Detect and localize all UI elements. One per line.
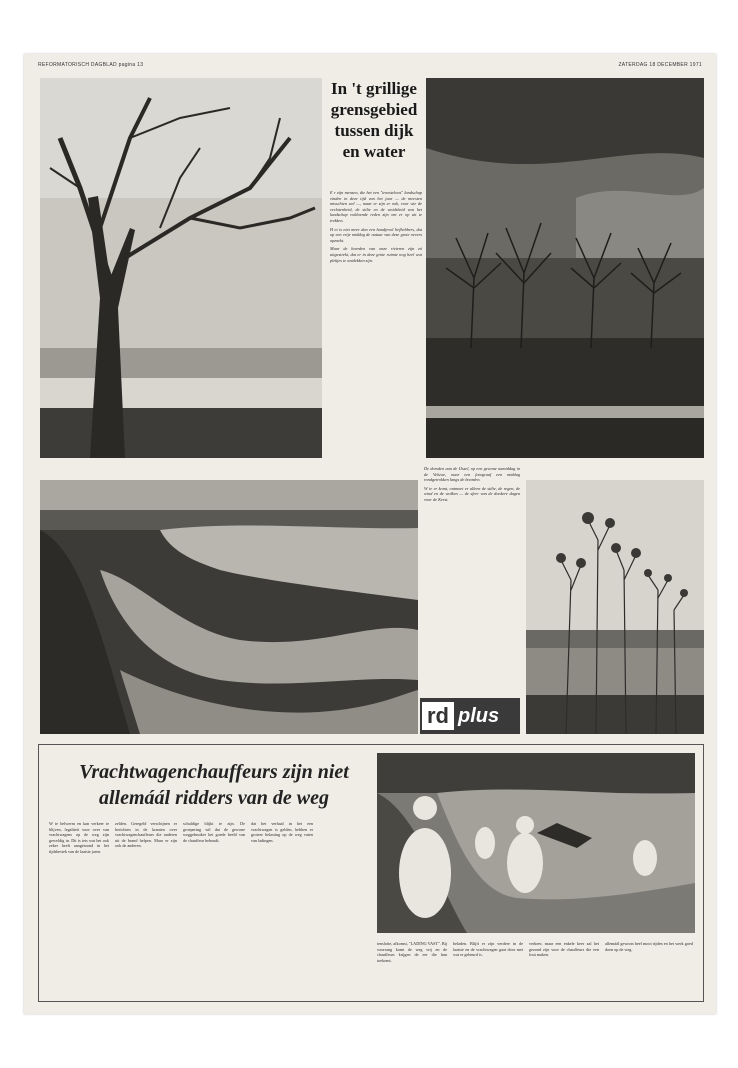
rd-plus-logo (420, 698, 520, 734)
rd-logo-plus: plus (458, 704, 500, 727)
page-header-left: REFORMATORISCH DAGBLAD pagina 13 (38, 62, 144, 68)
article-text-column (330, 190, 422, 440)
boxed-paragraph: tenslotte, afkomst, "LADING VAST". Bij voorrang komt de weg vrij en de chauffeurs krijgen de eer die hun toekomt. (377, 941, 447, 963)
article-paragraph: E r zijn mensen, die het een "troosteloos" landschap vinden in deze tijd van het jaar — de meesten misschien wel —, maar er zijn er ook, voor wie de verlatenheid, de stilte en de weidsheid van het landschap voldoende reden zijn om er op uit te trekken. (330, 190, 422, 223)
page-header-right: ZATERDAG 18 DECEMBER 1971 (618, 62, 702, 68)
article-title: In 't grillige grensgebied tussen dijk en water (330, 79, 418, 161)
boxed-column-3 (183, 821, 245, 995)
newspaper-page (24, 54, 716, 1014)
article-paragraph: De dorsden aan de IJssel, op een gewone namiddag in de Veluwe, naar een fotograaf een middag rondgetrokken langs de boorden. (424, 466, 520, 483)
boxed-column-5 (377, 941, 447, 995)
photo-flower-stalks (526, 480, 704, 734)
article-paragraph: W ie er komt, ontmoet er alleen de stilte, de regen, de wind en de wolken — de sfeer van de donkere dagen voor de Kerst. (424, 485, 520, 502)
boxed-paragraph: zelden. Geregeld verschijnen er berichten in de kranten over vrachtwagenchauffeurs die anderen uit de brand helpen. Maar er zijn ook de anderen. (115, 821, 177, 848)
boxed-paragraph: W ie belwerm en kan verkeer te blijven, legaliteit voor over van vrachtwagens op de weg zijn geweldig in. Dit is iets wat het ook zeker heeft aangetoond in het tijdsbestek van de laatste jaren. (49, 821, 109, 854)
boxed-article-title: Vrachtwagenchauffeurs zijn niet allemáál ridders van de weg (79, 761, 349, 809)
boxed-paragraph: verkeer, maar een enkele keer zal het gezond zijn voor de chauffeurs die een fout maken. (529, 941, 599, 957)
boxed-column-2 (115, 821, 177, 995)
boxed-article (38, 744, 704, 1002)
photo-bare-tree (40, 78, 322, 458)
article-text-column-lower (424, 466, 520, 692)
photo-trees-by-water (426, 78, 704, 458)
boxed-paragraph: schuldige blijkt te zijn. De groepering wil dat de gewone weggebruiker het goede beeld van de chauffeur behoudt. (183, 821, 245, 843)
article-paragraph: H et is niet meer dan een handjevol liefhebbers, dat op een vrije middag de natuur van deze grote oevers opzoekt. (330, 226, 422, 243)
rd-logo-mark: rd (422, 702, 454, 730)
boxed-column-7 (529, 941, 599, 995)
boxed-paragraph: allemáál gewoon heel mooi rijden en het werk goed doen op de weg. (605, 941, 693, 952)
article-paragraph: Maar de boerden van onze rivieren zijn zó uitgestrekt, dat er in deze grote ruimte nog heel wat plekjes te ontdekken zijn. (330, 246, 422, 263)
boxed-column-8 (605, 941, 693, 995)
photo-wetland (40, 480, 418, 734)
photo-workers-at-water (377, 753, 695, 933)
boxed-column-4 (251, 821, 313, 995)
boxed-column-1 (49, 821, 109, 995)
boxed-paragraph: beladen. Blijft er zijn verdere in de laatste en de vrachtwagen gaat door met wat er gebeurd is. (453, 941, 523, 957)
boxed-paragraph: dat het verhaal in het een vrachtwagen is gelden, hebben er grotere belasting op de weg vaten van ladingen. (251, 821, 313, 843)
boxed-column-6 (453, 941, 523, 995)
